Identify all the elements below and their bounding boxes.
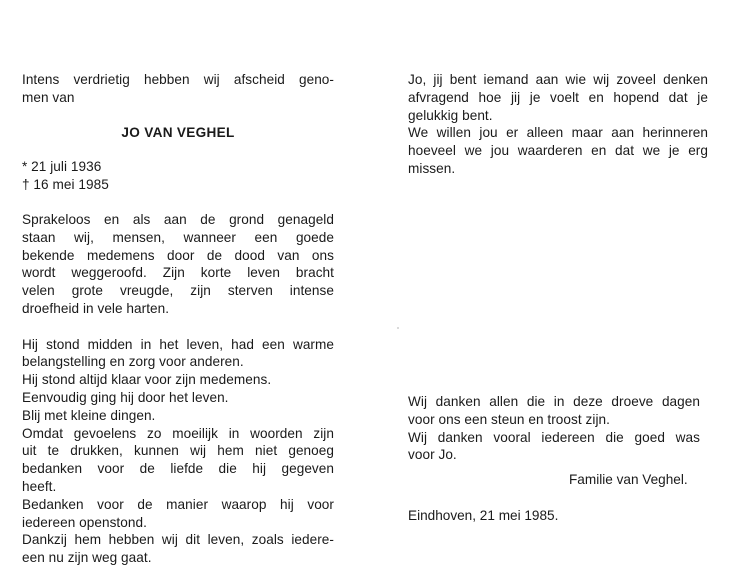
paragraph-hij-stond bbox=[22, 336, 334, 567]
text-line: voor ons een steun en troost zijn. bbox=[408, 411, 610, 427]
life-dates bbox=[22, 158, 334, 194]
text-line: Eenvoudig ging hij door het leven. bbox=[22, 389, 229, 405]
text-line: We willen jou er alleen maar aan herinneren bbox=[408, 125, 708, 141]
text-line: een nu zijn weg gaat. bbox=[22, 550, 152, 566]
intro-text bbox=[22, 71, 334, 107]
text-line: Dankzij hem hebben wij dit leven, zoals iedere- bbox=[22, 532, 334, 548]
text-line: bekende medemens door de dood van ons bbox=[22, 247, 334, 263]
text-line: Wij danken allen die in deze droeve dagen bbox=[408, 394, 700, 409]
text-line: uit te drukken, kunnen wij hem niet genoeg bbox=[22, 443, 334, 459]
text-line: Blij met kleine dingen. bbox=[22, 407, 156, 423]
text-line: droefheid in vele harten. bbox=[22, 300, 170, 316]
text-line: afvragend hoe jij je voelt en hopend dat je bbox=[408, 89, 708, 105]
place-and-date: Eindhoven, 21 mei 1985. bbox=[408, 508, 559, 523]
text-line: belangstelling en zorg voor anderen. bbox=[22, 354, 244, 370]
right-column bbox=[408, 71, 708, 196]
text-line: gelukkig bent. bbox=[408, 107, 493, 123]
text-line: bedanken voor de liefde die hij gegeven bbox=[22, 461, 334, 477]
death-date: † 16 mei 1985 bbox=[22, 177, 109, 193]
text-line: velen grote vreugde, zijn sterven intense bbox=[22, 283, 334, 299]
text-line: Omdat gevoelens zo moeilijk in woorden zijn bbox=[22, 425, 334, 441]
paper-speck bbox=[397, 327, 399, 329]
text-line: Hij stond altijd klaar voor zijn medemens. bbox=[22, 372, 272, 388]
text-line: hoeveel we jou waarderen en dat we je erg bbox=[408, 143, 708, 159]
left-column bbox=[22, 71, 334, 567]
text-line: Sprakeloos en als aan de grond genageld bbox=[22, 211, 334, 227]
text-line: missen. bbox=[408, 160, 456, 176]
deceased-name: JO VAN VEGHEL bbox=[121, 124, 235, 140]
paragraph-jo-jij-bent bbox=[408, 71, 708, 178]
paragraph-sprakeloos bbox=[22, 211, 334, 318]
birth-date: * 21 juli 1936 bbox=[22, 159, 102, 175]
text-line: Jo, jij bent iemand aan wie wij zoveel denken bbox=[408, 72, 708, 87]
text-line: heeft. bbox=[22, 478, 57, 494]
text-line: staan wij, mensen, wanneer een goede bbox=[22, 229, 334, 245]
text-line: Wij danken vooral iedereen die goed was bbox=[408, 429, 700, 445]
text-line: wordt weggeroofd. Zijn korte leven bracht bbox=[22, 265, 334, 281]
text-line: voor Jo. bbox=[408, 447, 457, 463]
intro-line: men van bbox=[22, 89, 75, 105]
thanks-block bbox=[408, 393, 700, 464]
family-signature: Familie van Veghel. bbox=[569, 472, 688, 487]
text-line: Hij stond midden in het leven, had een warme bbox=[22, 336, 334, 352]
text-line: iedereen openstond. bbox=[22, 514, 147, 530]
intro-line: Intens verdrietig hebben wij afscheid geno- bbox=[22, 72, 334, 87]
text-line: Bedanken voor de manier waarop hij voor bbox=[22, 496, 334, 512]
